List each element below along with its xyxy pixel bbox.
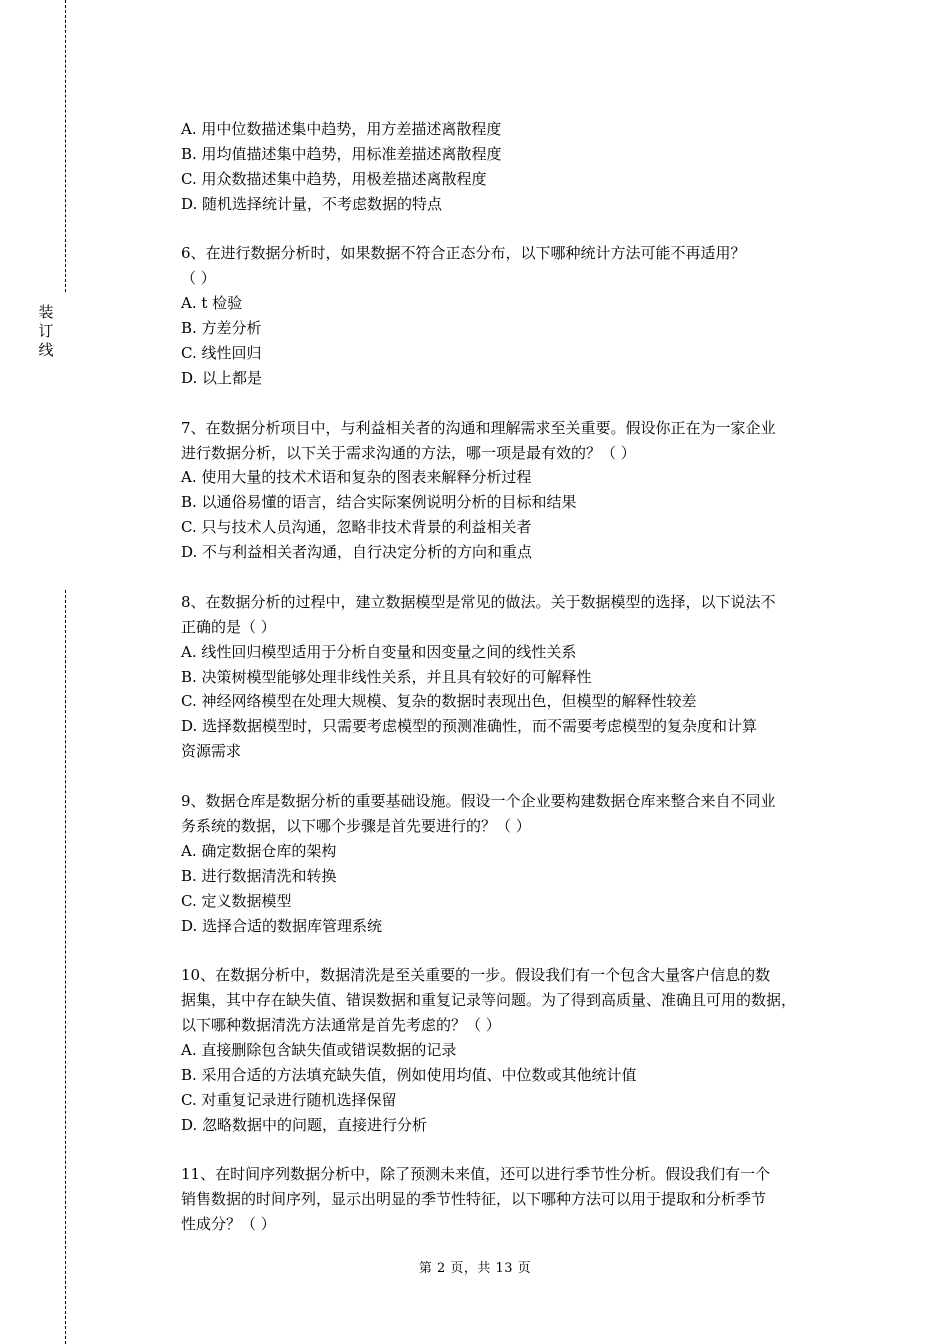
- option-line: A. 直接删除包含缺失值或错误数据的记录: [181, 1040, 457, 1059]
- option-line: B. 以通俗易懂的语言，结合实际案例说明分析的目标和结果: [181, 493, 577, 512]
- option-line: D. 选择合适的数据库管理系统: [181, 916, 383, 935]
- question-stem: 进行数据分析，以下关于需求沟通的方法，哪一项是最有效的？（ ）: [181, 443, 636, 462]
- option-line: B. 决策树模型能够处理非线性关系，并且具有较好的可解释性: [181, 667, 592, 686]
- question-stem: 6、在进行数据分析时，如果数据不符合正态分布，以下哪种统计方法可能不再适用？: [181, 244, 746, 263]
- binding-label: [36, 303, 56, 360]
- option-line: A. 使用大量的技术术语和复杂的图表来解释分析过程: [181, 468, 532, 487]
- question-stem: 11、在时间序列数据分析中，除了预测未来值，还可以进行季节性分析。假设我们有一个: [181, 1165, 771, 1184]
- binding-line-top: [65, 0, 66, 292]
- question-stem: 7、在数据分析项目中，与利益相关者的沟通和理解需求至关重要。假设你正在为一家企业: [181, 418, 776, 437]
- option-line: C. 对重复记录进行随机选择保留: [181, 1090, 397, 1109]
- option-line: 资源需求: [181, 742, 242, 761]
- exam-content: [181, 117, 851, 1237]
- option-line: A. 确定数据仓库的架构: [181, 841, 337, 860]
- question-stem: 10、在数据分析中，数据清洗是至关重要的一步。假设我们有一个包含大量客户信息的数: [181, 966, 771, 985]
- option-line: A. 用中位数描述集中趋势，用方差描述离散程度: [181, 120, 502, 138]
- question-stem: 以下哪种数据清洗方法通常是首先考虑的？（ ）: [181, 1016, 501, 1035]
- binding-char: 线: [38, 341, 54, 359]
- option-line: B. 方差分析: [181, 319, 262, 338]
- binding-line-bottom: [65, 590, 66, 1344]
- question-stem: （ ）: [181, 269, 216, 288]
- option-line: C. 用众数描述集中趋势，用极差描述离散程度: [181, 169, 487, 188]
- binding-char: 订: [38, 322, 54, 340]
- question-stem: 8、在数据分析的过程中，建立数据模型是常见的做法。关于数据模型的选择，以下说法不: [181, 592, 776, 611]
- question-stem: 9、数据仓库是数据分析的重要基础设施。假设一个企业要构建数据仓库来整合来自不同业: [181, 792, 776, 811]
- option-line: C. 神经网络模型在处理大规模、复杂的数据时表现出色，但模型的解释性较差: [181, 692, 697, 711]
- option-line: B. 进行数据清洗和转换: [181, 866, 337, 885]
- option-line: A. 线性回归模型适用于分析自变量和因变量之间的线性关系: [181, 642, 577, 661]
- question-stem: 正确的是（ ）: [181, 617, 276, 636]
- option-line: D. 选择数据模型时，只需要考虑模型的预测准确性，而不需要考虑模型的复杂度和计算: [181, 717, 758, 736]
- page-footer: 第 2 页，共 13 页: [418, 1261, 532, 1276]
- option-line: C. 定义数据模型: [181, 891, 292, 910]
- question-stem: 务系统的数据，以下哪个步骤是首先要进行的？（ ）: [181, 816, 531, 835]
- question-stem: 据集，其中存在缺失值、错误数据和重复记录等问题。为了得到高质量、准确且可用的数据，: [181, 991, 797, 1010]
- option-line: A. t 检验: [181, 294, 243, 313]
- binding-char: 装: [38, 303, 54, 321]
- option-line: C. 只与技术人员沟通，忽略非技术背景的利益相关者: [181, 518, 532, 537]
- option-line: C. 线性回归: [181, 344, 262, 363]
- option-line: D. 忽略数据中的问题，直接进行分析: [181, 1115, 428, 1134]
- option-line: B. 用均值描述集中趋势，用标准差描述离散程度: [181, 144, 502, 163]
- option-line: D. 随机选择统计量，不考虑数据的特点: [181, 194, 443, 213]
- option-line: B. 采用合适的方法填充缺失值，例如使用均值、中位数或其他统计值: [181, 1065, 637, 1084]
- question-stem: 性成分？（ ）: [181, 1215, 276, 1234]
- option-line: D. 不与利益相关者沟通，自行决定分析的方向和重点: [181, 543, 533, 562]
- option-line: D. 以上都是: [181, 368, 263, 387]
- question-stem: 销售数据的时间序列，显示出明显的季节性特征，以下哪种方法可以用于提取和分析季节: [181, 1190, 767, 1209]
